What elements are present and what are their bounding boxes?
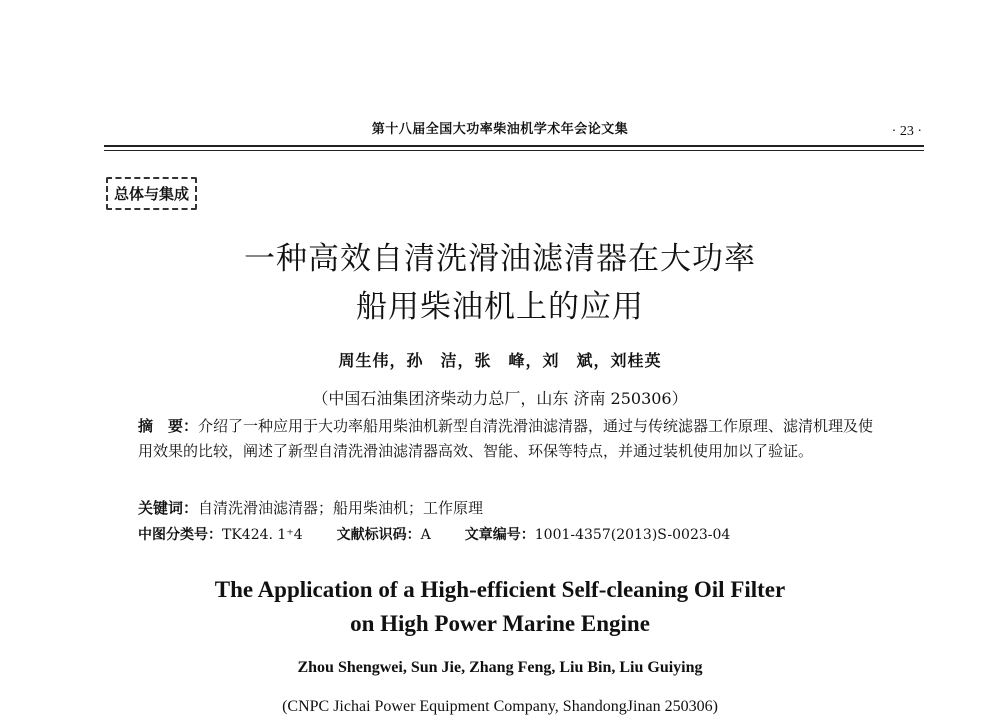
abstract xyxy=(138,414,888,464)
affiliation-cn: （中国石油集团济柴动力总厂，山东 济南 250306） xyxy=(312,389,688,408)
keywords-text: 自清洗滑油滤清器；船用柴油机；工作原理 xyxy=(198,499,484,517)
title-en-line2: on High Power Marine Engine xyxy=(350,611,650,636)
header-rule-thick xyxy=(104,145,924,147)
affiliation-en: (CNPC Jichai Power Equipment Company, ShandongJinan 250306) xyxy=(282,698,718,715)
section-tag: 总体与集成 xyxy=(106,177,197,210)
title-en-line1: The Application of a High-efficient Self-cleaning Oil Filter xyxy=(214,577,786,602)
abstract-label: 摘 要： xyxy=(138,417,199,435)
title-cn-line1: 一种高效自清洗滑油滤清器在大功率 xyxy=(244,241,756,277)
article-number-value: 1001-4357(2013)S-0023-04 xyxy=(534,527,731,543)
doc-code-label: 文献标识码： xyxy=(336,527,421,543)
clc-value: TK424. 1⁺4 xyxy=(222,527,303,543)
abstract-text: 介绍了一种应用于大功率船用柴油机新型自清洗滑油滤清器，通过与传统滤器工作原理、滤清机理及使用效果的比较，阐述了新型自清洗滑油滤清器高效、智能、环保等特点，并通过装机使用加以了验证。 xyxy=(138,417,874,460)
doc-code-value: A xyxy=(420,527,431,543)
clc-label: 中图分类号： xyxy=(138,527,222,543)
running-header: 第十八届全国大功率柴油机学术年会论文集 xyxy=(371,122,629,137)
article-number-label: 文章编号： xyxy=(464,527,535,543)
keywords xyxy=(138,497,483,518)
page-number: · 23 · xyxy=(891,124,922,139)
header-rule-thin xyxy=(104,150,924,151)
authors-en: Zhou Shengwei, Sun Jie, Zhang Feng, Liu Bin, Liu Guiying xyxy=(297,659,703,676)
keywords-label: 关键词： xyxy=(138,499,199,517)
title-cn-line2: 船用柴油机上的应用 xyxy=(356,289,644,325)
classification-line xyxy=(138,524,730,544)
authors-cn: 周生伟，孙 洁，张 峰，刘 斌，刘桂英 xyxy=(338,351,662,370)
